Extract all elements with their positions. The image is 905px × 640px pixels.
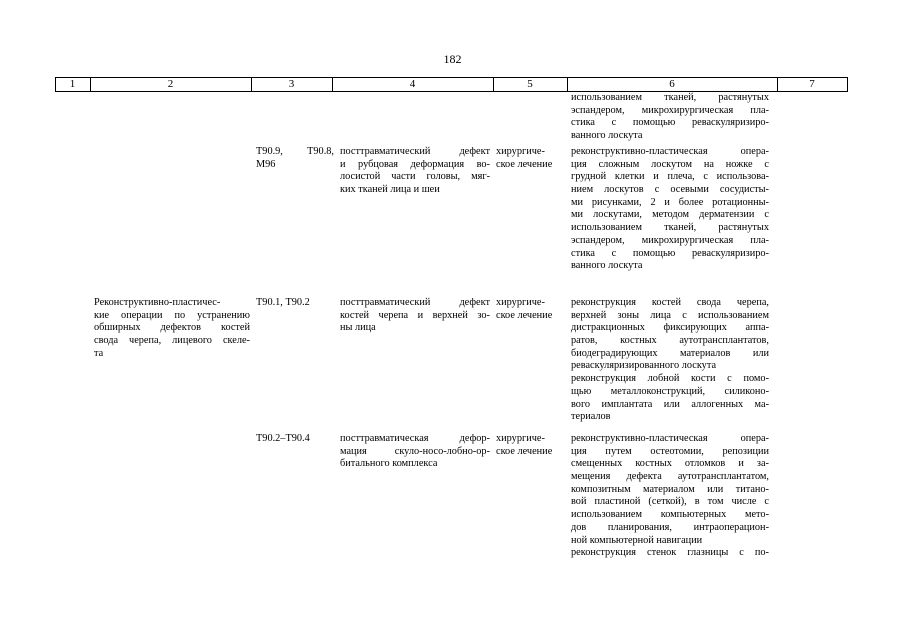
table-header-row — [55, 77, 848, 92]
text-line: реконструкция стенок глазницы с по- — [571, 547, 769, 559]
text-line: стика с помощью реваскуляризиро- — [571, 247, 769, 259]
text-line: териалов — [571, 411, 611, 423]
text-line: реваскуляризированного лоскута — [571, 360, 717, 372]
row2-intervention — [94, 297, 250, 360]
row2-codes — [256, 297, 334, 310]
text-line: ванного лоскута — [571, 130, 643, 142]
text-line: Т90.2–Т90.4 — [256, 433, 310, 444]
text-line: использованием компьютерных мето- — [571, 509, 769, 521]
row3-codes — [256, 433, 334, 446]
text-line: реконструктивно-пластическая опера- — [571, 433, 769, 444]
text-line: реконструкция лобной кости с помо- — [571, 373, 769, 385]
text-line: хирургиче- — [496, 146, 545, 157]
text-line: реконструктивно-пластическая опера- — [571, 146, 769, 157]
row2-treatment — [496, 297, 566, 322]
text-line: стика с помощью реваскуляризиро- — [571, 117, 769, 129]
text-line: реконструкция костей свода черепа, — [571, 297, 769, 308]
column-header-6: 6 — [669, 78, 675, 90]
text-line: смещенных костных отломков и за- — [571, 458, 769, 470]
text-line: костей черепа и верхней зо- — [340, 309, 490, 321]
text-line: грудной клетки и плеча, с использова- — [571, 171, 769, 183]
column-header-7: 7 — [809, 78, 815, 90]
text-line: ское лечение — [496, 309, 553, 321]
column-header-3: 3 — [288, 78, 295, 90]
column-header-1: 1 — [69, 78, 76, 90]
text-line: ское лечение — [496, 445, 553, 457]
text-line: дистракционных фиксирующих аппа- — [571, 322, 769, 334]
row1-method — [571, 146, 769, 273]
text-line: ны лица — [340, 322, 376, 334]
text-line: ванного лоскута — [571, 260, 643, 272]
row2-diagnosis — [340, 297, 490, 335]
text-line: ское лечение — [496, 158, 553, 170]
text-line: эспандером, микрохирургическая пла- — [571, 234, 769, 246]
text-line: ких тканей лица и шеи — [340, 184, 440, 196]
text-line: использованием тканей, растянутых — [571, 92, 769, 103]
text-line: посттравматический дефект — [340, 146, 490, 157]
text-line: ция путем остеотомии, репозиции — [571, 445, 769, 457]
text-line: битального комплекса — [340, 458, 438, 470]
text-line: вой пластиной (сеткой), в том числе с — [571, 496, 769, 508]
text-line: дов планирования, интраоперацион- — [571, 521, 769, 533]
text-line: посттравматический дефект — [340, 297, 490, 308]
text-line: композитным материалом или титано- — [571, 483, 769, 495]
text-line: эспандером, микрохирургическая пла- — [571, 104, 769, 116]
text-line: щью металлоконструкций, силиконо- — [571, 385, 769, 397]
row3-treatment — [496, 433, 566, 458]
text-line: ция сложным лоскутом на ножке с — [571, 158, 769, 170]
text-line: биодеградирующих материалов или — [571, 347, 769, 359]
row3-method — [571, 433, 769, 560]
text-line: использованием тканей, растянутых — [571, 222, 769, 234]
text-line: хирургиче- — [496, 297, 545, 308]
text-line: Реконструктивно-пластичес- — [94, 297, 221, 308]
text-line: та — [94, 347, 104, 359]
text-line: лосистой части головы, мяг- — [340, 171, 490, 183]
text-line: вого имплантата или аллогенных ма- — [571, 398, 769, 410]
text-line: и рубцовая деформация во- — [340, 158, 490, 170]
row1-diagnosis — [340, 146, 490, 197]
text-line: нием лоскутов с осевыми сосудисты- — [571, 184, 769, 196]
row1-codes — [256, 146, 334, 171]
text-line: ной компьютерной навигации — [571, 534, 703, 546]
text-line: верхней зоны лица с использованием — [571, 309, 769, 321]
text-line: кие операции по устранению — [94, 309, 250, 321]
column-header-5: 5 — [527, 78, 533, 90]
column-header-4: 4 — [409, 78, 416, 90]
text-line: мещения дефекта аутотрансплантатом, — [571, 471, 769, 483]
text-line: Т90.1, Т90.2 — [256, 297, 310, 308]
row2-method — [571, 297, 769, 424]
text-line: Т90.9, Т90.8, — [256, 146, 334, 157]
column-header-2: 2 — [167, 78, 174, 90]
text-line: M96 — [256, 158, 276, 170]
text-line: свода черепа, лицевого скеле- — [94, 335, 250, 347]
text-line: ратов, костных аутотрансплантатов, — [571, 335, 769, 347]
text-line: ми лоскутами, методом дерматензии с — [571, 209, 769, 221]
page-number: 182 — [443, 52, 462, 66]
text-line: хирургиче- — [496, 433, 545, 444]
text-line: посттравматическая дефор- — [340, 433, 490, 444]
text-line: мация скуло-носо-лобно-ор- — [340, 445, 490, 457]
text-line: обширных дефектов костей — [94, 322, 250, 334]
continuation-col6 — [571, 92, 769, 143]
row1-treatment — [496, 146, 566, 171]
text-line: ми рисунками, 2 и более ротационны- — [571, 196, 769, 208]
row3-diagnosis — [340, 433, 490, 471]
